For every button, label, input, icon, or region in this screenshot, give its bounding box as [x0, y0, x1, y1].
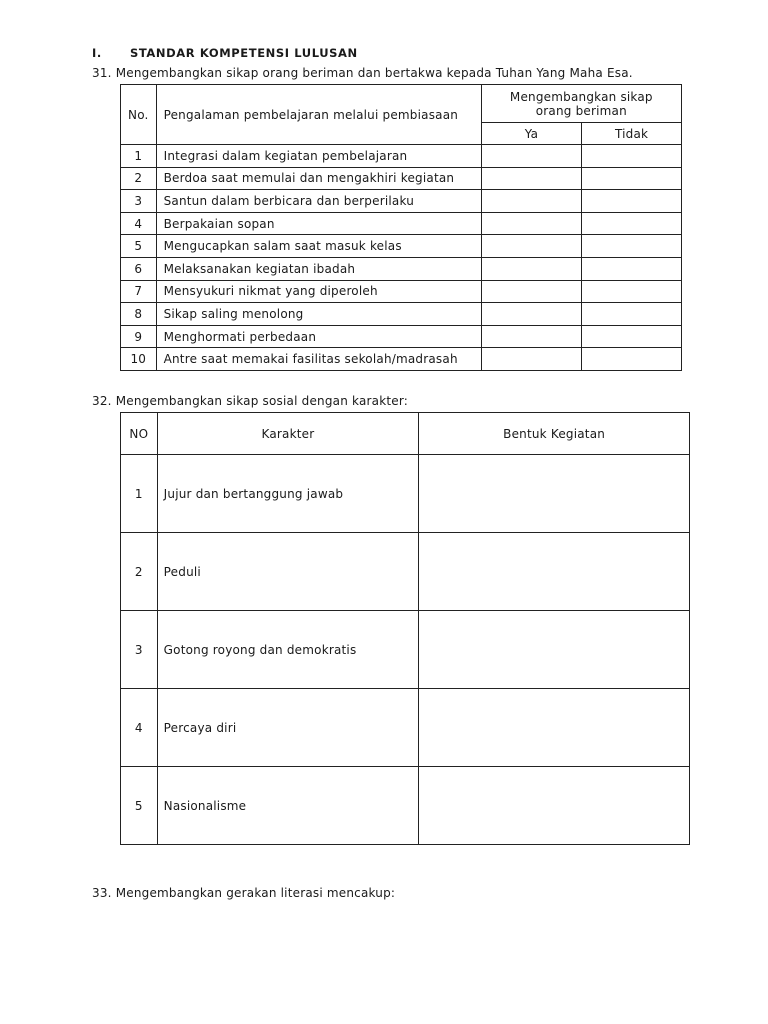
row-no: 1	[121, 145, 157, 168]
row-text: Mengucapkan salam saat masuk kelas	[156, 235, 481, 258]
checkbox-cell-ya[interactable]	[481, 190, 581, 213]
checkbox-cell-tidak[interactable]	[582, 212, 682, 235]
row-text: Sikap saling menolong	[156, 303, 481, 326]
table-row	[121, 167, 682, 190]
checkbox-cell-tidak[interactable]	[582, 257, 682, 280]
checkbox-cell-tidak[interactable]	[582, 235, 682, 258]
table-sikap-sosial	[120, 412, 690, 845]
row-no: 10	[121, 348, 157, 371]
bentuk-kegiatan-cell[interactable]	[419, 611, 690, 689]
checkbox-cell-ya[interactable]	[481, 348, 581, 371]
table-row	[121, 190, 682, 213]
table-row	[121, 325, 682, 348]
checkbox-cell-tidak[interactable]	[582, 190, 682, 213]
checkbox-cell-tidak[interactable]	[582, 167, 682, 190]
row-text: Santun dalam berbicara dan berperilaku	[156, 190, 481, 213]
row-karakter: Percaya diri	[157, 689, 419, 767]
section-heading	[92, 46, 358, 60]
row-no: 5	[121, 767, 158, 845]
header-no: NO	[121, 413, 158, 455]
checkbox-cell-ya[interactable]	[481, 212, 581, 235]
header-group-line2: orang beriman	[535, 103, 627, 118]
row-karakter: Jujur dan bertanggung jawab	[157, 455, 419, 533]
header-pengalaman: Pengalaman pembelajaran melalui pembiasaan	[156, 85, 481, 145]
checkbox-cell-tidak[interactable]	[582, 145, 682, 168]
checkbox-cell-ya[interactable]	[481, 235, 581, 258]
header-group-line1: Mengembangkan sikap	[509, 89, 653, 104]
item-32-text: 32. Mengembangkan sikap sosial dengan karakter:	[92, 394, 409, 408]
row-no: 9	[121, 325, 157, 348]
row-text: Berdoa saat memulai dan mengakhiri kegiatan	[156, 167, 481, 190]
row-karakter: Gotong royong dan demokratis	[157, 611, 419, 689]
table-row	[121, 533, 690, 611]
checkbox-cell-ya[interactable]	[481, 303, 581, 326]
table-header-row	[121, 413, 690, 455]
table-row	[121, 689, 690, 767]
table-row	[121, 348, 682, 371]
bentuk-kegiatan-cell[interactable]	[419, 455, 690, 533]
row-karakter: Nasionalisme	[157, 767, 419, 845]
row-no: 2	[121, 167, 157, 190]
row-text: Antre saat memakai fasilitas sekolah/madrasah	[156, 348, 481, 371]
table-row	[121, 257, 682, 280]
item-31-text: 31. Mengembangkan sikap orang beriman dan bertakwa kepada Tuhan Yang Maha Esa.	[92, 66, 633, 80]
table-row	[121, 455, 690, 533]
header-bentuk-kegiatan: Bentuk Kegiatan	[419, 413, 690, 455]
row-no: 4	[121, 689, 158, 767]
row-text: Menghormati perbedaan	[156, 325, 481, 348]
section-title: STANDAR KOMPETENSI LULUSAN	[130, 46, 358, 60]
row-no: 5	[121, 235, 157, 258]
row-no: 4	[121, 212, 157, 235]
header-karakter: Karakter	[157, 413, 419, 455]
bentuk-kegiatan-cell[interactable]	[419, 689, 690, 767]
row-no: 3	[121, 611, 158, 689]
item-33-text: 33. Mengembangkan gerakan literasi mencakup:	[92, 886, 396, 900]
row-no: 8	[121, 303, 157, 326]
header-no: No.	[121, 85, 157, 145]
row-no: 1	[121, 455, 158, 533]
header-ya: Ya	[481, 123, 581, 145]
table-row	[121, 212, 682, 235]
row-text: Integrasi dalam kegiatan pembelajaran	[156, 145, 481, 168]
table-row	[121, 145, 682, 168]
table-row	[121, 767, 690, 845]
checkbox-cell-ya[interactable]	[481, 257, 581, 280]
table-sikap-beriman	[120, 84, 682, 371]
table-row	[121, 280, 682, 303]
checkbox-cell-ya[interactable]	[481, 280, 581, 303]
row-no: 3	[121, 190, 157, 213]
bentuk-kegiatan-cell[interactable]	[419, 533, 690, 611]
row-no: 2	[121, 533, 158, 611]
table-header-row	[121, 85, 682, 123]
row-text: Mensyukuri nikmat yang diperoleh	[156, 280, 481, 303]
row-text: Melaksanakan kegiatan ibadah	[156, 257, 481, 280]
checkbox-cell-tidak[interactable]	[582, 325, 682, 348]
row-text: Berpakaian sopan	[156, 212, 481, 235]
checkbox-cell-tidak[interactable]	[582, 303, 682, 326]
checkbox-cell-ya[interactable]	[481, 325, 581, 348]
row-no: 7	[121, 280, 157, 303]
table-row	[121, 235, 682, 258]
section-number: I.	[92, 46, 102, 60]
checkbox-cell-ya[interactable]	[481, 167, 581, 190]
bentuk-kegiatan-cell[interactable]	[419, 767, 690, 845]
row-karakter: Peduli	[157, 533, 419, 611]
table-row	[121, 303, 682, 326]
checkbox-cell-tidak[interactable]	[582, 348, 682, 371]
checkbox-cell-tidak[interactable]	[582, 280, 682, 303]
checkbox-cell-ya[interactable]	[481, 145, 581, 168]
header-tidak: Tidak	[582, 123, 682, 145]
row-no: 6	[121, 257, 157, 280]
table-row	[121, 611, 690, 689]
header-group	[481, 85, 681, 123]
